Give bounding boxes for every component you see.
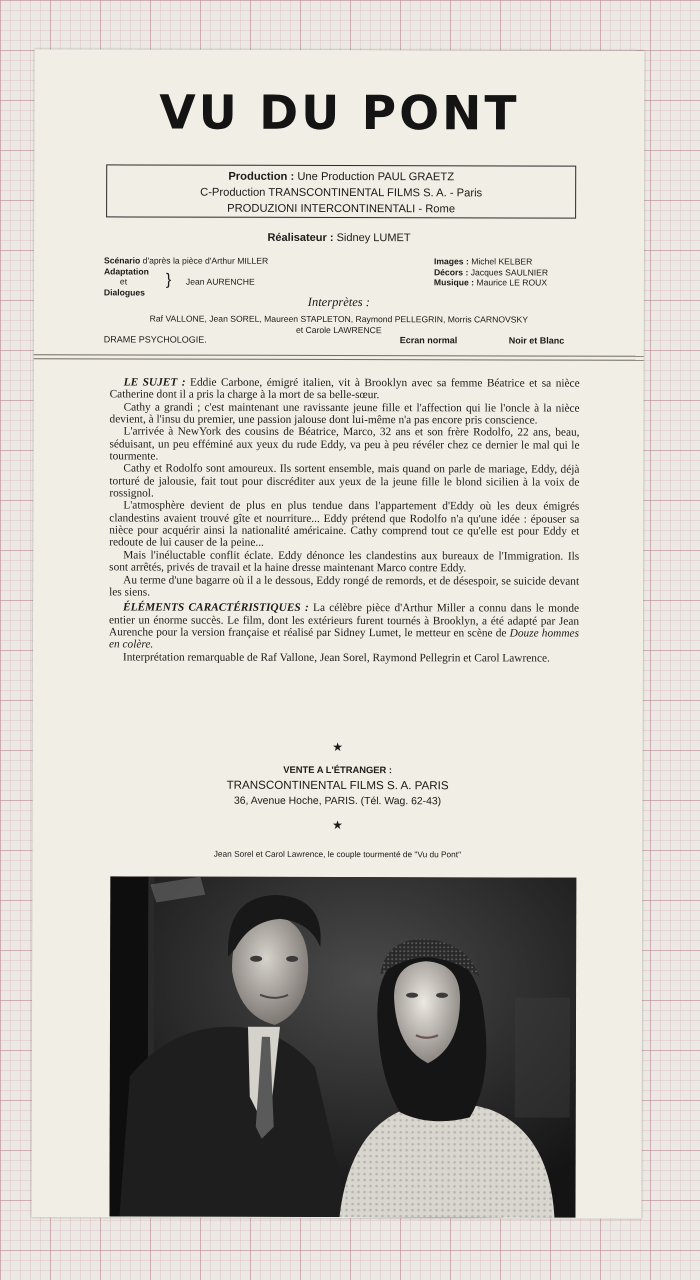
interpretes-list	[34, 313, 644, 336]
sujet-heading: LE SUJET :	[123, 376, 186, 389]
synopsis-body	[109, 376, 580, 664]
credit-images	[434, 256, 634, 267]
et-label: et	[119, 276, 128, 287]
sujet-paragraph: Mais l'inéluctable conflit éclate. Eddy dénonce les clandestins aux bureaux de l'Immigration. Ils sont arrêtés, privés de travail et la haine dresse maintenant Marco contre Eddy.	[109, 549, 580, 575]
credit-label: Musique :	[433, 277, 475, 288]
film-title: VU DU PONT	[159, 85, 520, 142]
divider-rule	[34, 358, 644, 361]
film-reference: Douze hommes en colère.	[108, 627, 580, 651]
credit-decors	[434, 267, 634, 278]
genre: DRAME PSYCHOLOGIE.	[103, 334, 207, 345]
credits-left	[104, 255, 364, 298]
production-box	[106, 164, 576, 218]
divider-rule	[34, 354, 644, 357]
vente-company: TRANSCONTINENTAL FILMS S. A. PARIS	[226, 778, 449, 793]
production-line-1	[107, 168, 575, 185]
scenario-label: Scénario	[103, 255, 141, 266]
star-ornament: ★	[332, 817, 343, 833]
photo-caption: Jean Sorel et Carol Lawrence, le couple tourmenté de "Vu du Pont"	[213, 848, 462, 860]
elements-paragraph	[109, 602, 579, 653]
film-still-photo	[109, 876, 576, 1217]
brace: }	[165, 271, 172, 289]
produzioni-city: - Rome	[418, 203, 456, 216]
credit-musique	[434, 277, 634, 288]
credit-name: Maurice LE ROUX	[476, 277, 548, 288]
ecran-format: Ecran normal	[399, 335, 458, 346]
sujet-paragraph: L'arrivée à NewYork des cousins de Béatrice, Marco, 32 ans et son frère Rodolfo, 22 ans, beau, séduisant, un peu efféminé aux yeux du rude Eddy, va peu à peu révéler chez ce dernier le mal qui le tourmente.	[109, 425, 580, 463]
realisateur-line	[34, 231, 644, 245]
vente-address: 36, Avenue Hoche, PARIS. (Tél. Wag. 62-43)	[233, 795, 442, 808]
sujet-paragraph	[110, 376, 580, 402]
sujet-paragraph: Cathy et Rodolfo sont amoureux. Ils sortent ensemble, mais quand on parle de mariage, Eddy, déjà torturé de jalousie, fait tout pour discréditer aux yeux de la jeune fille le blond sicilien à la voix de rossignol.	[109, 462, 580, 500]
elements-paragraph: Interprétation remarquable de Raf Vallone, Jean Sorel, Raymond Pellegrin et Carol Lawrence.	[122, 650, 550, 665]
sujet-paragraph: Au terme d'une bagarre où il a le dessous, Eddy rongé de remords, et de désespoir, se suicide devant les siens.	[109, 573, 580, 599]
production-label: Production :	[228, 170, 295, 183]
production-line-3	[107, 200, 575, 217]
realisateur-name: Sidney LUMET	[336, 231, 411, 245]
interpretes-line-1: Raf VALLONE, Jean SOREL, Maureen STAPLETON, Raymond PELLEGRIN, Morris CARNOVSKY	[149, 313, 528, 325]
star-ornament: ★	[332, 739, 344, 755]
production-line-2	[107, 184, 575, 201]
realisateur-label: Réalisateur :	[267, 231, 334, 244]
credit-name: Jacques SAULNIER	[470, 266, 549, 278]
adaptation-name: Jean AURENCHE	[185, 276, 255, 287]
vente-heading: VENTE A L'ÉTRANGER :	[283, 763, 393, 776]
sujet-paragraph: Cathy a grandi ; c'est maintenant une ravissante jeune fille et l'affection qui lie l'oncle à la nièce devient, à l'insu du premier, une passion jalouse dont lui-même n'a pas encore pris conscience.	[109, 401, 580, 427]
interpretes-heading: Interprètes :	[307, 294, 370, 310]
coproduction-name: TRANSCONTINENTAL FILMS S. A.	[268, 186, 447, 200]
coproduction-prefix: C-Production	[200, 186, 266, 199]
credits-right	[434, 256, 634, 288]
credit-name: Michel KELBER	[471, 256, 533, 267]
paragraph-text: Eddie Carbone, émigré italien, vit à Brooklyn avec sa femme Béatrice et sa nièce Catherine dont il a pris la charge à la mort de sa belle-sœur.	[109, 376, 580, 402]
paragraph-text: La célèbre pièce d'Arthur Miller a connu dans le monde entier un énorme succès. Le film, dont les extérieurs furent tournés à Brooklyn, a été adapté par Jean Aurenche pour la version française et réalisé par Sidney Lumet, le metteur en scène de	[108, 602, 580, 640]
production-name: PAUL GRAETZ	[377, 171, 455, 184]
scenario-text: d'après la pièce d'Arthur MILLER	[142, 255, 269, 266]
dialogues-label: Dialogues	[103, 286, 145, 297]
elements-heading: ÉLÉMENTS CARACTÉRISTIQUES :	[123, 601, 309, 615]
credit-label: Images :	[433, 256, 469, 267]
color-format: Noir et Blanc	[508, 335, 565, 346]
interpretes-line-2: et Carole LAWRENCE	[295, 324, 382, 335]
adaptation-label: Adaptation	[103, 265, 149, 277]
coproduction-city: - Paris	[449, 187, 483, 200]
production-prefix: Une Production	[297, 170, 375, 184]
press-sheet	[31, 49, 644, 1219]
produzioni-name: PRODUZIONI INTERCONTINENTALI	[227, 202, 416, 216]
credit-label: Décors :	[433, 266, 469, 277]
sujet-paragraph: L'atmosphère devient de plus en plus tendue dans l'appartement d'Eddy où les deux émigrés clandestins avaient trouvé gîte et nourriture... Eddy prétend que Rodolfo n'a qu'une idée : épouser sa nièce pour acquérir ainsi la nationalité américaine. Cathy comprend tout ce qu'elle est pour Eddy et redoute de lui causer de la peine...	[109, 499, 580, 550]
